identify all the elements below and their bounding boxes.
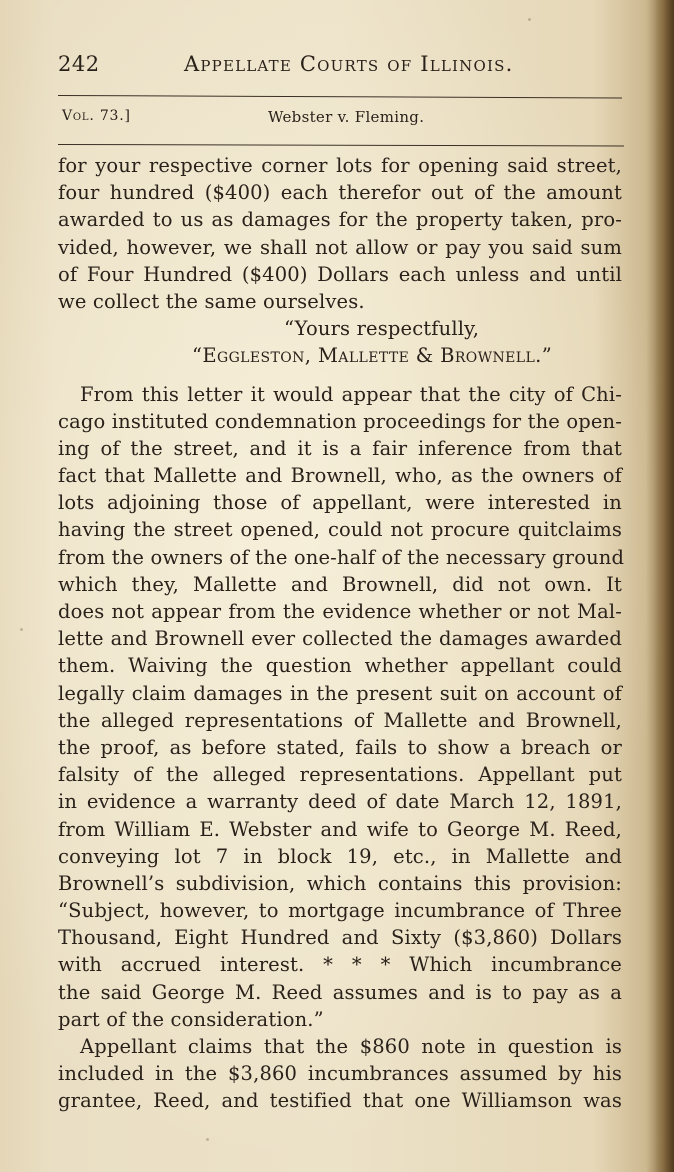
running-head: Appellate Courts of Illinois. bbox=[184, 52, 514, 76]
page-header bbox=[58, 52, 618, 88]
text-line: of Four Hundred ($400) Dollars each unless and until bbox=[58, 262, 622, 286]
text-line: the said George M. Reed assumes and is to pay as a bbox=[58, 980, 622, 1004]
text-line: the proof, as before stated, fails to show a breach or bbox=[58, 735, 622, 759]
text-line: four hundred ($400) each therefor out of the amount bbox=[58, 181, 622, 205]
text-line: them. Waiving the question whether appellant could bbox=[58, 654, 622, 678]
paper-fleck bbox=[20, 628, 23, 631]
text-line: conveying lot 7 in block 19, etc., in Mallette and bbox=[58, 844, 622, 868]
text-line: the alleged representations of Mallette and Brownell, bbox=[58, 708, 622, 732]
letter-signature: “Eggleston, Mallette & Brownell.” bbox=[192, 344, 553, 368]
header-rule-bottom bbox=[58, 144, 624, 146]
text-line: legally claim damages in the present suit on account of bbox=[58, 681, 622, 705]
text-line: ing of the street, and it is a fair inference from that bbox=[58, 436, 622, 460]
text-line: “Subject, however, to mortgage incumbrance of Three bbox=[58, 899, 622, 923]
text-line: for your respective corner lots for opening said street, bbox=[58, 154, 622, 177]
text-line: cago instituted condemnation proceedings for the open- bbox=[58, 409, 622, 433]
text-line: Thousand, Eight Hundred and Sixty ($3,860) Dollars bbox=[58, 926, 622, 950]
text-line: included in the $3,860 incumbrances assumed by his bbox=[58, 1062, 622, 1086]
text-line: awarded to us as damages for the property taken, pro- bbox=[58, 208, 622, 232]
text-line: grantee, Reed, and testified that one Williamson was bbox=[58, 1089, 622, 1113]
text-line: with accrued interest. * * * Which incumbrance bbox=[58, 953, 622, 977]
paper-fleck bbox=[528, 18, 531, 21]
text-line: fact that Mallette and Brownell, who, as the owners of bbox=[58, 464, 622, 488]
paragraph-gap bbox=[58, 370, 622, 381]
text-line: Brownell’s subdivision, which contains this provision: bbox=[58, 871, 622, 895]
page-number: 242 bbox=[58, 52, 100, 76]
case-subhead bbox=[62, 108, 622, 132]
body-text bbox=[58, 152, 625, 1115]
text-line: Appellant claims that the $860 note in question is bbox=[80, 1035, 622, 1058]
header-rule-top bbox=[58, 95, 622, 98]
text-line: lette and Brownell ever collected the damages awarded bbox=[58, 627, 622, 651]
text-line: vided, however, we shall not allow or pay you said sum bbox=[58, 235, 622, 259]
text-line: from the owners of the one-half of the necessary ground bbox=[58, 545, 625, 569]
text-line: part of the consideration.” bbox=[58, 1007, 324, 1031]
case-name: Webster v. Fleming. bbox=[268, 108, 425, 126]
text-line: which they, Mallette and Brownell, did not own. It bbox=[58, 572, 622, 596]
text-line: we collect the same ourselves. bbox=[58, 289, 365, 313]
volume-label: Vol. 73.] bbox=[62, 108, 131, 124]
text-line: having the street opened, could not procure quitclaims bbox=[58, 518, 622, 542]
text-line: does not appear from the evidence whether or not Mal- bbox=[58, 600, 622, 623]
text-line: falsity of the alleged representations. Appellant put bbox=[58, 763, 622, 787]
spine-shadow bbox=[646, 0, 674, 1172]
text-line: From this letter it would appear that the city of Chi- bbox=[80, 382, 622, 406]
paper-fleck bbox=[206, 1138, 209, 1141]
text-line: in evidence a warranty deed of date March 12, 1891, bbox=[58, 790, 622, 814]
text-line: from William E. Webster and wife to George M. Reed, bbox=[58, 817, 622, 841]
letter-closing: “Yours respectfully, bbox=[284, 317, 480, 341]
text-line: lots adjoining those of appellant, were interested in bbox=[58, 491, 622, 515]
